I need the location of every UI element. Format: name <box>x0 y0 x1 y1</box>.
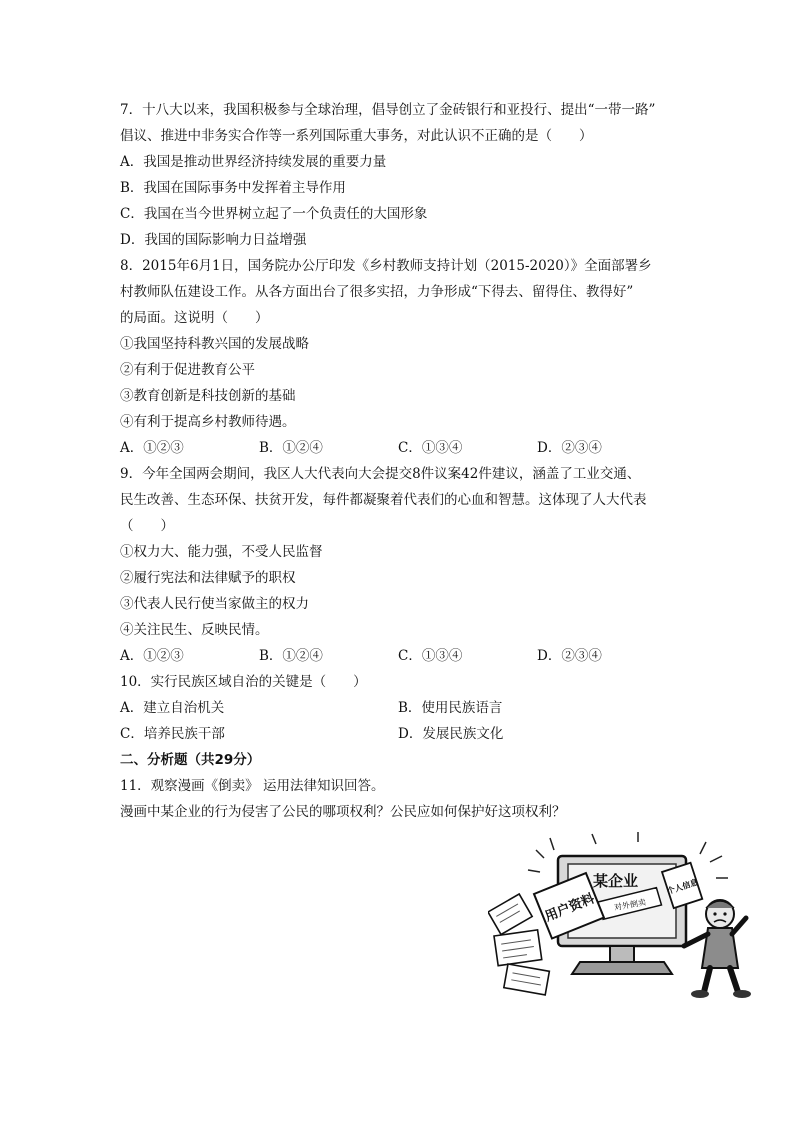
q8-statement-2: ②有利于促进教育公平 <box>120 362 255 378</box>
q8-stem-line2: 村教师队伍建设工作。从各方面出台了很多实招，力争形成“下得去、留得住、教得好” <box>120 284 634 300</box>
q10-choice-d: D．发展民族文化 <box>398 726 504 742</box>
q9-stem-line3: （ ） <box>120 518 174 534</box>
q7-option-c: C．我国在当今世界树立起了一个负责任的大国形象 <box>120 206 428 222</box>
screen-label: 某企业 <box>593 872 639 890</box>
q9-stem-line2: 民生改善、生态环保、扶贫开发，每件都凝聚着代表们的心血和智慧。这体现了人大代表 <box>120 492 647 508</box>
q8-choice-b: B．①②④ <box>259 440 323 456</box>
q7-option-a: A．我国是推动世界经济持续发展的重要力量 <box>120 154 387 170</box>
q9-choice-d: D．②③④ <box>537 648 602 664</box>
q9-statement-1: ①权力大、能力强，不受人民监督 <box>120 544 323 560</box>
q9-choice-c: C．①③④ <box>398 648 463 664</box>
q7-stem-line2: 倡议、推进中非务实合作等一系列国际重大事务，对此认识不正确的是（ ） <box>120 128 593 144</box>
q8-choice-d: D．②③④ <box>537 440 602 456</box>
q8-statement-4: ④有利于提高乡村教师待遇。 <box>120 414 296 430</box>
q10-choice-b: B．使用民族语言 <box>398 700 503 716</box>
paper-label: 用户资料 <box>542 891 597 925</box>
q10-choice-c: C．培养民族干部 <box>120 726 225 742</box>
q9-statement-3: ③代表人民行使当家做主的权力 <box>120 596 309 612</box>
q8-stem-line1: 8．2015年6月1日，国务院办公厅印发《乡村教师支持计划（2015-2020）》全面部署乡 <box>120 258 652 274</box>
cartoon-illustration <box>488 828 758 1000</box>
q9-statement-2: ②履行宪法和法律赋予的职权 <box>120 570 296 586</box>
q9-stem-line1: 9．今年全国两会期间，我区人大代表向大会提交8件议案42件建议，涵盖了工业交通、 <box>120 466 641 482</box>
q7-stem-line1: 7．十八大以来，我国积极参与全球治理，倡导创立了金砖银行和亚投行、提出“一带一路” <box>120 102 656 118</box>
q8-choice-a: A．①②③ <box>120 440 184 456</box>
q8-choice-c: C．①③④ <box>398 440 463 456</box>
q10-choice-a: A．建立自治机关 <box>120 700 225 716</box>
banner-label: 对外倒卖 <box>613 897 647 913</box>
q11-question: 漫画中某企业的行为侵害了公民的哪项权利？公民应如何保护好这项权利？ <box>120 804 566 820</box>
q8-stem-line3: 的局面。这说明（ ） <box>120 310 269 326</box>
q11-stem: 11．观察漫画《倒卖》 运用法律知识回答。 <box>120 778 385 794</box>
q7-option-d: D．我国的国际影响力日益增强 <box>120 232 307 248</box>
q7-option-b: B．我国在国际事务中发挥着主导作用 <box>120 180 346 196</box>
q9-statement-4: ④关注民生、反映民情。 <box>120 622 269 638</box>
q9-choice-b: B．①②④ <box>259 648 323 664</box>
q8-statement-3: ③教育创新是科技创新的基础 <box>120 388 296 404</box>
card-label: 个人信息 <box>665 877 700 897</box>
q8-statement-1: ①我国坚持科教兴国的发展战略 <box>120 336 309 352</box>
q10-stem: 10．实行民族区域自治的关键是（ ） <box>120 674 367 690</box>
q9-choice-a: A．①②③ <box>120 648 184 664</box>
section2-title: 二、分析题（共29分） <box>120 752 261 768</box>
angry-citizen-figure <box>684 900 751 998</box>
